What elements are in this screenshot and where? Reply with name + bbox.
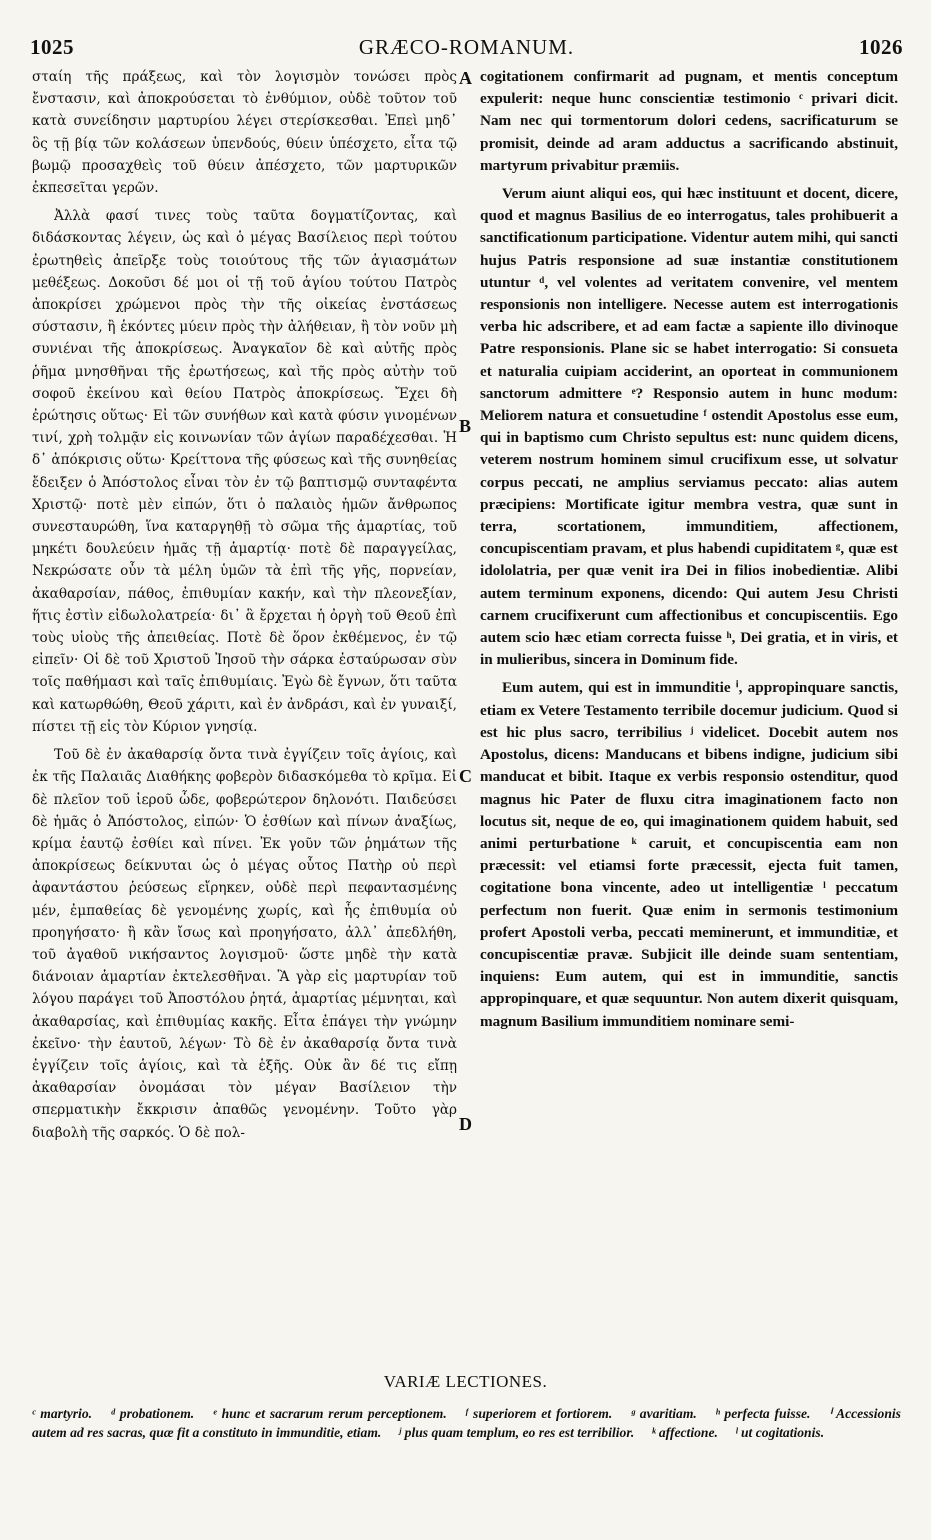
variae-lectiones-title: VARIÆ LECTIONES.: [383, 1372, 548, 1391]
section-marker-b: B: [459, 416, 472, 436]
variant-note: ᵈ probationem.: [110, 1406, 195, 1421]
variant-note: ᵏ affectione.: [651, 1425, 718, 1440]
variant-note: ʲ plus quam templum, eo res est terribilior.: [398, 1425, 635, 1440]
greek-column: [32, 66, 457, 1144]
section-marker-a: A: [459, 68, 472, 88]
variant-note: ᵉ hunc et sacrarum rerum perceptionem.: [213, 1406, 447, 1421]
variant-note: ʰ perfecta fuisse.: [715, 1406, 811, 1421]
greek-paragraph: Ἀλλὰ φασί τινες τοὺς ταῦτα δογματίζοντας, καὶ διδάσκοντας λέγειν, ὡς καὶ ὁ μέγας Βασίλειος περὶ τούτου ἐρωτηθεὶς ἀπεῖρξε τοὺς τοιούτους τῆς τῶν ἁγιασμάτων μεθέξεως. Δοκοῦσι δέ μοι οἱ τῇ τοῦ ἁγίου τούτου Πατρὸς ἀποκρίσει χρώμενοι πρὸς τὴν τῆς οἰκείας ἐνστάσεως σύστασιν, ἢ ἑκόντες μύειν πρὸς τὴν ἀλήθειαν, ἢ τὸν νοῦν μὴ συνιέναι τῆς ἀποκρίσεως. Ἀναγκαῖον δὲ καὶ αὐτῆς πρὸς ῥῆμα μνησθῆναι τῆς ἐρωτήσεως, καὶ τῆς πρὸς αὐτὴν τοῦ σοφοῦ ἐκείνου καὶ θείου Πατρὸς ἀποκρίσεως. Ἔχει δὴ ἐρώτησις οὕτως· Εἰ τῶν συνήθων καὶ κατὰ φύσιν γινομένων τινί, χρὴ τολμᾷν εἰς κοινωνίαν τῶν ἁγίων παραδέχεσθαι. Ἡ δ᾽ ἀπόκρισις οὕτω· Κρείττονα τῆς φύσεως καὶ τῆς συνηθείας ἔδειξεν ὁ Ἀπόστολος εἶναι τὸν ἐν τῷ βαπτισμῷ συνταφέντα Χριστῷ· ποτὲ μὲν εἰπών, ὅτι ὁ παλαιὸς ἡμῶν ἄνθρωπος συνεσταυρώθη, ἵνα καταργηθῇ τὸ σῶμα τῆς ἁμαρτίας, τοῦ μηκέτι δουλεύειν ἡμᾶς τῇ ἁμαρτίᾳ· ποτὲ δὲ παραγγείλας, Νεκρώσατε οὖν τὰ μέλη ὑμῶν τὰ ἐπὶ τῆς γῆς, πορνείαν, ἀκαθαρσίαν, πάθος, ἐπιθυμίαν κακήν, καὶ τὴν πλεονεξίαν, ἥτις ἐστὶν εἰδωλολατρεία· δι᾽ ἃ ἔρχεται ἡ ὀργὴ τοῦ Θεοῦ ἐπὶ τοὺς υἱοὺς τῆς ἀπειθείας. Ποτὲ δὲ ὅρον ἐκθέμενος, ἐν τῷ εἰπεῖν· Οἱ δὲ τοῦ Χριστοῦ Ἰησοῦ τὴν σάρκα ἐσταύρωσαν σὺν τοῖς παθήμασι καὶ ταῖς ἐπιθυμίαις. Ἐγὼ δὲ ἔγνων, ὅτι ταῦτα καὶ κατωρθώθη, Θεοῦ χάριτι, καὶ ἐν ἀνδράσι, καὶ ἐν γυναιξί, πίστει τῇ εἰς τὸν Κύριον γνησίᾳ.: [32, 208, 457, 735]
greek-paragraph: σταίη τῆς πράξεως, καὶ τὸν λογισμὸν τονώσει πρὸς ἔνστασιν, καὶ ἀποκρούσεται τὸ ἐνθύμιον, οὐδὲ τοῦτον τοῦ κατὰ συνείδησιν μαρτυρίου λέγει στερίσκεσθαι. Ἐπεὶ μηδ᾽ ὃς τῇ βίᾳ τῶν κολάσεων ὑπενδούς, θύειν ὑπέσχετο, εἶτα τῷ βωμῷ προσαχθεὶς τοῦ θύειν ἀπέσχετο, τῶν μαρτυρικῶν ἐκπεσεῖται γερῶν.: [32, 69, 457, 197]
section-marker-d: D: [459, 1114, 472, 1134]
variant-note: ᶜ martyrio.: [32, 1406, 93, 1421]
variae-lectiones-notes: [32, 1404, 901, 1442]
latin-paragraph: Verum aiunt aliqui eos, qui hæc instituunt et docent, dicere, quod et magnus Basilius de eo interrogatus, tales prohibuerit a sanctificationum participatione. Videntur autem mihi, qui sancti hujus Patris responsione ad suæ instantiæ constitutionem utuntur ᵈ, vel volentes ad veritatem convenire, vel mentem responsionis non intelligere. Necesse autem est interrogationis verba hic adscribere, et ad eam factæ a sapiente illo divinoque Patre responsionis. Plane sic se habet interrogatio: Si consueta et naturalia cuipiam acciderint, an oporteat in communionem sanctorum admittere ᵉ? Responsio autem in hunc modum: Meliorem natura et consuetudine ᶠ ostendit Apostolus esse eum, qui in baptismo cum Christo sepultus est: nunc quidem dicens, veterem nostrum hominem simul crucifixum esse, ut solvatur corpus peccati, ne amplius serviamus peccato: alias autem præcipiens: Mortificate igitur membra vestra, quæ sunt in terra, scortationem, immunditiem, affectionem, concupiscentiam pravam, et plus habendi cupiditatem ᵍ, quæ est idololatria, per quæ venit ira Dei in filios inobedientiæ. Alibi autem terminum exponens, dicendo: Qui autem Jesu Christi carnem crucifixerunt cum affectionibus et concupiscentiis. Ego autem scio hæc etiam correcta fuisse ʰ, Dei gratia, et in viris, et in mulieribus, sincera in Dominum fide.: [480, 185, 898, 669]
page-number-left: 1025: [30, 34, 74, 59]
variant-note: ˡ ut cogitationis.: [735, 1425, 825, 1440]
variant-note: ᵍ avaritiam.: [631, 1406, 697, 1421]
latin-paragraph: Eum autem, qui est in immunditie ⁱ, appropinquare sanctis, etiam ex Vetere Testamento terribile docemur judicium. Quod si est hic plus sacro, terribilius ʲ videlicet. Docebit autem nos Apostolus, dicens: Manducans et bibens indigne, judicium sibi manducat et bibit. Itaque ex verbis responsio ostenditur, quod magnus hic Pater de fluxu citra imaginationem facto non locutus sit, neque de eo, qui imaginationem quidem habuit, sed animi perturbatione ᵏ caruit, et concupiscentia eam non præcessit: vel etiamsi forte præcessit, ejecta fuit tamen, cogitatione bona vincente, adeo ut intelligentiæ ˡ peccatum perfectum non fuerit. Quæ enim in sermonis testimonium profert Apostoli verba, peccati meminerunt, et immunditiæ, et concupiscentiæ pravæ. Subjicit ille deinde suam sententiam, inquiens: Eum autem, qui est in immunditie, sanctis appropinquare, et quæ sequuntur. Non autem dixerit quisquam, magnum Basilium immunditiem nominare semi-: [480, 679, 898, 1030]
page-header: [30, 30, 903, 64]
section-marker-c: C: [459, 766, 472, 786]
page-number-right: 1026: [859, 34, 903, 59]
latin-column: [480, 66, 898, 1033]
page-title: GRÆCO-ROMANUM.: [358, 34, 575, 59]
latin-paragraph: cogitationem confirmarit ad pugnam, et mentis conceptum expulerit: neque hunc conscientiæ testimonio ᶜ privari dicit. Nam nec qui tormentorum dolori cedens, sacrificaturum se promisit, deinde ad aram adductus a sacrificando abstinuit, martyrum privabitur præmiis.: [480, 68, 898, 174]
variant-note: ᶠ superiorem et fortiorem.: [465, 1406, 613, 1421]
greek-paragraph: Τοῦ δὲ ἐν ἀκαθαρσίᾳ ὄντα τινὰ ἐγγίζειν τοῖς ἁγίοις, καὶ ἐκ τῆς Παλαιᾶς Διαθήκης φοβερὸν διδασκόμεθα τὸ κρῖμα. Εἰ δὲ πλεῖον τοῦ ἱεροῦ ὧδε, φοβερώτερον δηλονότι. Παιδεύσει δὲ ἡμᾶς ὁ Ἀπόστολος, εἰπών· Ὁ ἐσθίων καὶ πίνων ἀναξίως, κρίμα ἑαυτῷ ἐσθίει καὶ πίνει. Ἐκ γοῦν τῶν ῥημάτων τῆς ἀποκρίσεως δείκνυται ὡς ὁ μέγας οὗτος Πατὴρ οὐ περὶ ἀφαντάστου ῥεύσεως εἴρηκεν, οὐδὲ περὶ πεφαντασμένης μέν, ἐμπαθείας δὲ γενομένης χωρίς, καὶ ἧς ἐπιθυμία οὐ προηγήσατο· ἢ κἂν ἴσως καὶ προηγήσατο, ἀλλ᾽ ἀπεδλήθη, τοῦ ἀγαθοῦ νικήσαντος λογισμοῦ· ὥστε μηδὲ τὴν κατὰ διάνοιαν ἁμαρτίαν ἐκτελεσθῆναι. Ἃ γὰρ εἰς μαρτυρίαν τοῦ λόγου παράγει τοῦ Ἀποστόλου ῥητά, ἁμαρτίας μέμνηται, καὶ ἀκαθαρσίας, καὶ ἐπιθυμίας κακῆς. Εἶτα ἐπάγει τὴν γνώμην ἐκεῖνο· τὴν ἑαυτοῦ, λέγων· Τὸ δὲ ἐν ἀκαθαρσίᾳ ὄντα τινὰ ἐγγίζειν τοῖς ἁγίοις, καὶ τὰ ἑξῆς. Οὐκ ἂν δέ τις εἴπῃ ἀκαθαρσίαν ὀνομάσαι τὸν μέγαν Βασίλειον τὴν σπερματικὴν ἔκκρισιν ἀπαθῶς γενομένην. Τοῦτο γὰρ διαβολὴ τῆς σαρκός. Ὁ δὲ πολ-: [32, 747, 457, 1141]
variant-note: ⁱ Accessionis autem ad res sacras, quæ fit a constituto in immunditie, etiam.: [32, 1406, 901, 1440]
